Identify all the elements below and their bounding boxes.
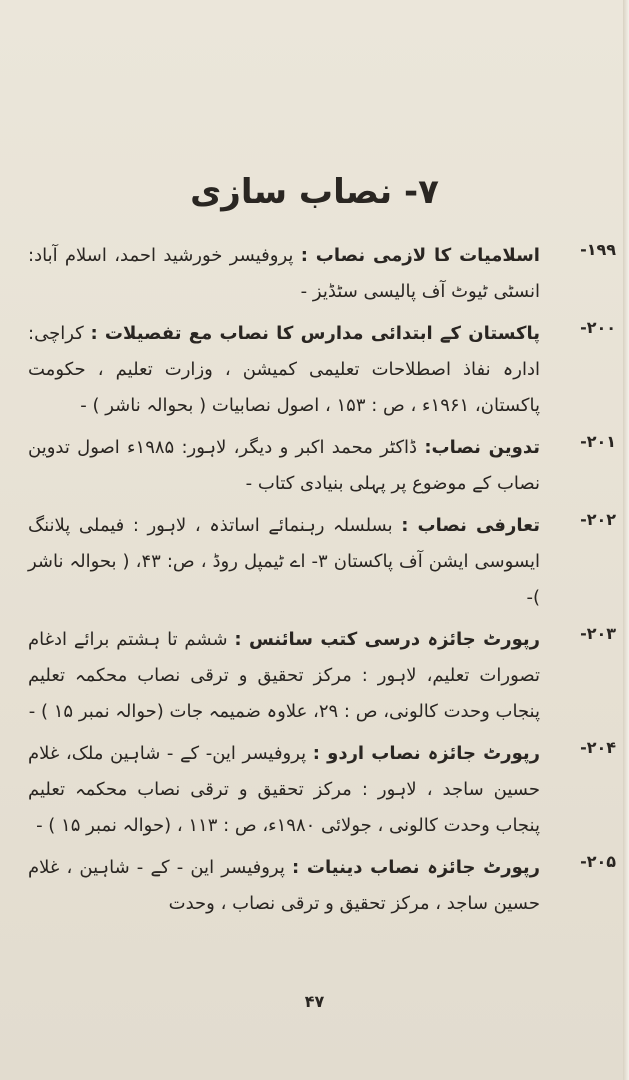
entry-number: ۲۰۳- xyxy=(580,624,616,643)
entry-heading: پاکستان کے ابتدائی مدارس کا نصاب مع تفصیلات : xyxy=(90,323,540,344)
entry-text: کراچی: ادارہ نفاذ اصطلاحات تعلیمی کمیشن ، وزارت تعلیم ، حکومت پاکستان، ۱۹۶۱ء ، ص : ۱۵۳ ، اصول نصابیات ( بحوالہ ناشر ) - xyxy=(28,323,540,416)
bibliography-entry xyxy=(28,430,618,502)
entry-text: پروفیسر خورشید احمد، اسلام آباد: انسٹی ٹیوٹ آف پالیسی سٹڈیز - xyxy=(28,245,540,302)
bibliography-entry xyxy=(28,736,618,844)
entry-heading: رپورٹ جائزہ نصاب دینیات : xyxy=(292,857,540,878)
entry-number: ۲۰۲- xyxy=(580,510,616,529)
entry-number: ۱۹۹- xyxy=(580,240,616,259)
bibliography-entry xyxy=(28,622,618,730)
entry-text: پروفیسر این- کے - شاہین ملک، غلام حسین ساجد ، لاہور : مرکز تحقیق و ترقی نصاب محکمہ تعلیم پنجاب وحدت کالونی ، جولائی ۱۹۸۰ء، ص : ۱۱۳ ، (حوالہ نمبر ۱۵ ) - xyxy=(28,743,540,836)
entry-body xyxy=(28,736,540,844)
chapter-title: ۷- نصاب سازی xyxy=(190,172,439,212)
entry-body xyxy=(28,316,540,424)
entry-text: ششم تا ہشتم برائے ادغام تصورات تعلیم، لاہور : مرکز تحقیق و ترقی نصاب محکمہ تعلیم پنجاب وحدت کالونی، ص : ۲۹، علاوہ ضمیمہ جات (حوالہ نمبر ۱۵ ) - xyxy=(28,629,540,722)
entry-body xyxy=(28,430,540,502)
entry-number: ۲۰۴- xyxy=(580,738,616,757)
entry-number: ۲۰۵- xyxy=(580,852,616,871)
entry-number: ۲۰۱- xyxy=(580,432,616,451)
entry-text: بسلسلہ رہنمائے اساتذہ ، لاہور : فیملی پلاننگ ایسوسی ایشن آف پاکستان ۳- اے ٹیمپل روڈ ، ص: ۴۳، ( بحوالہ ناشر )- xyxy=(28,515,541,608)
entry-number: ۲۰۰- xyxy=(580,318,616,337)
entry-body xyxy=(28,850,540,922)
entry-body xyxy=(28,622,540,730)
page-edge xyxy=(623,0,629,1080)
entry-heading: تدوین نصاب: xyxy=(424,437,540,458)
bibliography-entry xyxy=(28,316,618,424)
entry-body xyxy=(28,238,540,310)
bibliography-entry xyxy=(28,238,618,310)
entry-heading: اسلامیات کا لازمی نصاب : xyxy=(300,245,540,266)
entry-heading: رپورٹ جائزہ درسی کتب سائنس : xyxy=(234,629,540,650)
entry-text: ڈاکٹر محمد اکبر و دیگر، لاہور: ۱۹۸۵ء اصول تدوین نصاب کے موضوع پر پہلی بنیادی کتاب - xyxy=(28,437,540,494)
entry-body xyxy=(28,508,540,616)
page-number: ۴۷ xyxy=(304,992,325,1011)
entry-heading: رپورٹ جائزہ نصاب اردو : xyxy=(312,743,540,764)
entry-heading: تعارفی نصاب : xyxy=(401,515,540,536)
bibliography-entry xyxy=(28,850,618,922)
entry-text: پروفیسر این - کے - شاہین ، غلام حسین ساجد ، مرکز تحقیق و ترقی نصاب ، وحدت xyxy=(28,857,540,914)
bibliography-list xyxy=(28,238,618,928)
bibliography-entry xyxy=(28,508,618,616)
